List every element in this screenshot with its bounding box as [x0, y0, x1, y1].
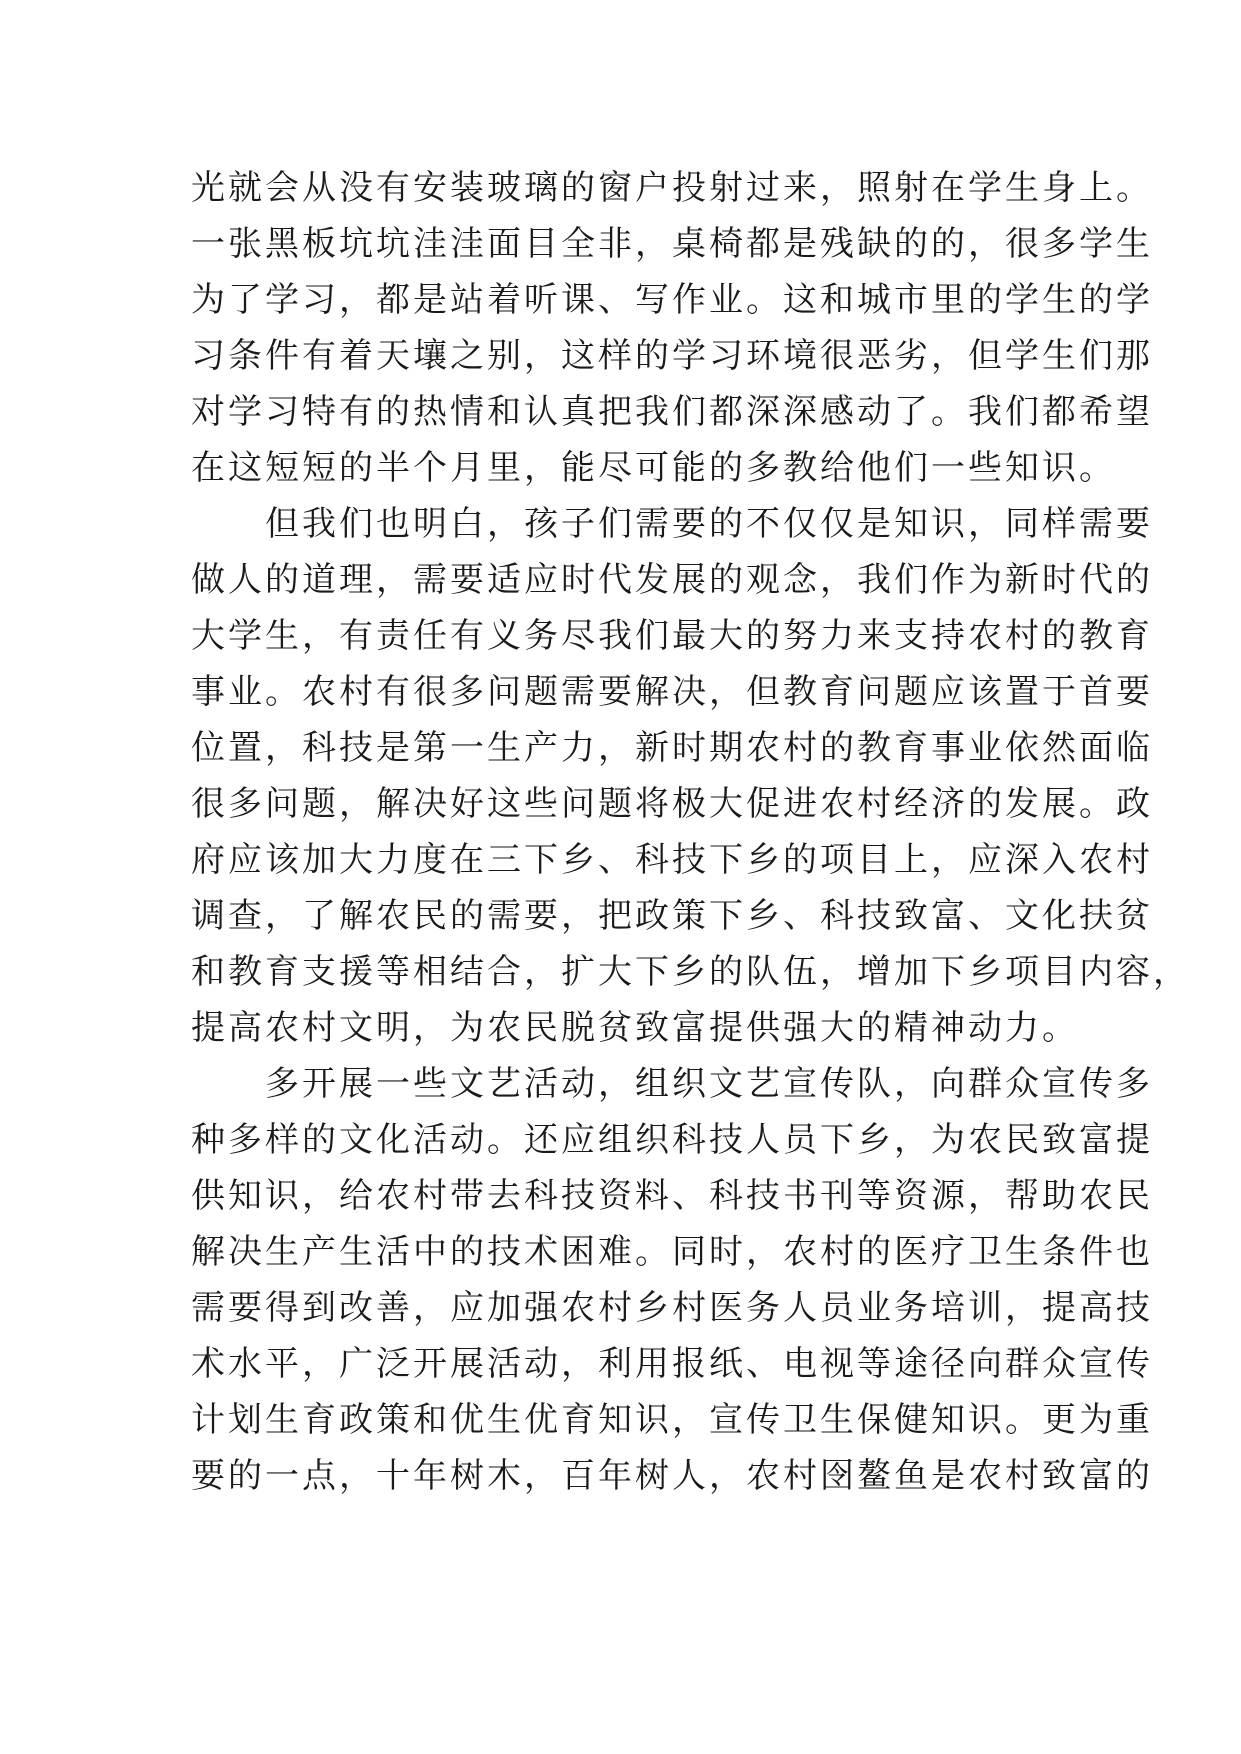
- paragraph-3: [191, 1056, 1153, 1504]
- text-line: 解决生产生活中的技术困难。同时，农村的医疗卫生条件也: [191, 1232, 1153, 1272]
- text-line: 做人的道理，需要适应时代发展的观念，我们作为新时代的: [191, 560, 1153, 600]
- text-line: 对学习特有的热情和认真把我们都深深感动了。我们都希望: [191, 392, 1153, 432]
- text-line: 提高农村文明，为农民脱贫致富提供强大的精神动力。: [191, 1008, 1079, 1048]
- text-line: 和教育支援等相结合，扩大下乡的队伍，增加下乡项目内容，: [191, 952, 1190, 992]
- text-line: 调查，了解农民的需要，把政策下乡、科技致富、文化扶贫: [191, 896, 1153, 936]
- text-line: 在这短短的半个月里，能尽可能的多教给他们一些知识。: [191, 448, 1116, 488]
- text-line: 大学生，有责任有义务尽我们最大的努力来支持农村的教育: [191, 616, 1153, 656]
- text-line: 一张黑板坑坑洼洼面目全非，桌椅都是残缺的的，很多学生: [191, 224, 1153, 264]
- text-line: 事业。农村有很多问题需要解决，但教育问题应该置于首要: [191, 672, 1153, 712]
- text-line: 府应该加大力度在三下乡、科技下乡的项目上，应深入农村: [191, 840, 1153, 880]
- text-line: 计划生育政策和优生优育知识，宣传卫生保健知识。更为重: [191, 1400, 1153, 1440]
- text-line: 多开展一些文艺活动，组织文艺宣传队，向群众宣传多: [191, 1064, 1153, 1104]
- text-line: 很多问题，解决好这些问题将极大促进农村经济的发展。政: [191, 784, 1153, 824]
- text-line: 种多样的文化活动。还应组织科技人员下乡，为农民致富提: [191, 1120, 1153, 1160]
- paragraph-1: [191, 160, 1153, 496]
- text-line: 习条件有着天壤之别，这样的学习环境很恶劣，但学生们那: [191, 336, 1153, 376]
- text-line: 但我们也明白，孩子们需要的不仅仅是知识，同样需要: [191, 504, 1153, 544]
- text-line: 为了学习，都是站着听课、写作业。这和城市里的学生的学: [191, 280, 1153, 320]
- text-line: 光就会从没有安装玻璃的窗户投射过来，照射在学生身上。: [191, 168, 1153, 208]
- document-body: [191, 160, 1190, 1504]
- text-line: 术水平，广泛开展活动，利用报纸、电视等途径向群众宣传: [191, 1344, 1153, 1384]
- paragraph-2: [191, 496, 1190, 1056]
- text-line: 需要得到改善，应加强农村乡村医务人员业务培训，提高技: [191, 1288, 1153, 1328]
- text-line: 位置，科技是第一生产力，新时期农村的教育事业依然面临: [191, 728, 1153, 768]
- text-line: 要的一点，十年树木，百年树人，农村囹鳌鱼是农村致富的: [191, 1456, 1153, 1496]
- text-line: 供知识，给农村带去科技资料、科技书刊等资源，帮助农民: [191, 1176, 1153, 1216]
